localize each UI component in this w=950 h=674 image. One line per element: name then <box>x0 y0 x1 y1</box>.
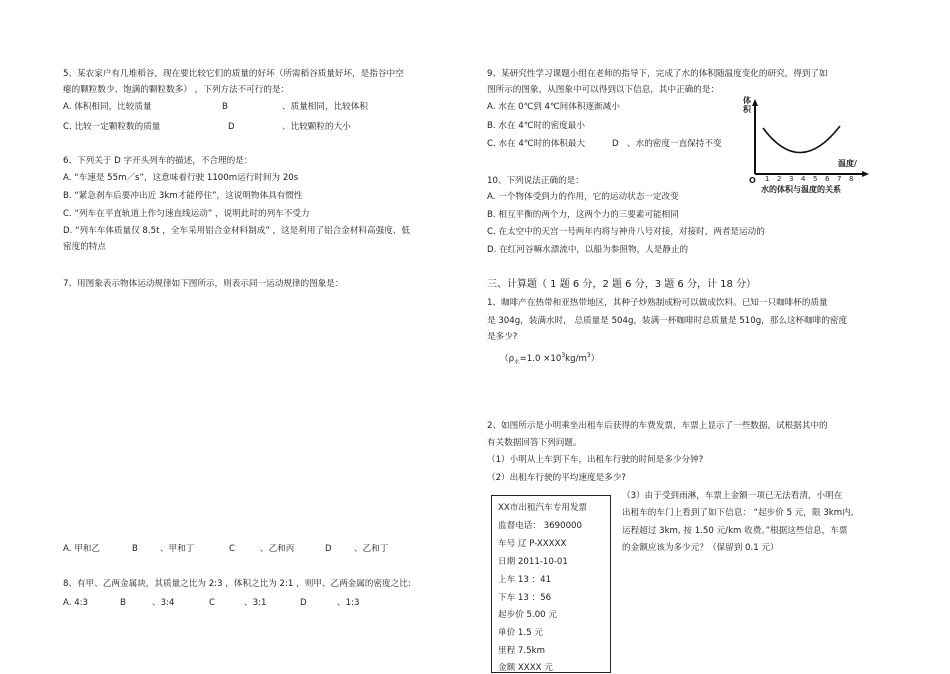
receipt-distance: 里程 7.5km <box>498 646 545 656</box>
q8-option-b-letter: B <box>120 598 126 608</box>
c1-formula <box>500 350 599 369</box>
c1-formula-pre: （ρ <box>500 353 515 364</box>
q10-line1: 10、下列说法正确的是： <box>487 176 584 186</box>
q8-option-d-letter: D <box>300 598 307 608</box>
q10-option-a: A. 一个物体受到力的作用，它的运动状态一定改变 <box>487 192 679 202</box>
c1-line1: 1、咖啡产在热带和亚热带地区，其种子炒熟制成粉可以做成饮料。已知一只咖啡杯的质量 <box>487 298 828 308</box>
graph-caption: 水的体积与温度的关系 <box>761 185 841 194</box>
graph-tick-3: 3 <box>789 175 794 183</box>
graph-volume-curve <box>763 126 840 153</box>
q8-option-c: 、3:1 <box>244 598 267 608</box>
q7-option-d-letter: D <box>325 544 332 554</box>
graph-y-label: 体积 <box>743 96 751 114</box>
receipt-title: XX市出租汽车专用发票 <box>498 503 588 513</box>
q5-option-b: 、质量相同，比较体积 <box>282 102 368 112</box>
q8-option-b: 、3:4 <box>152 598 175 608</box>
q7-option-a: A. 甲和乙 <box>63 544 100 554</box>
receipt-alight-time: 下车 13 ：56 <box>498 593 552 603</box>
c2-sub3-line4: 的金额应该为多少元？（保留到 0.1 元） <box>622 543 779 553</box>
q5-line1: 5、某农家户有几堆稻谷，现在要比较它们的质量的好坏（所需稻谷质量好坏，是指谷中空 <box>63 69 404 79</box>
q7-option-b: 、甲和丁 <box>160 544 195 554</box>
q8-option-a: A. 4:3 <box>63 598 89 608</box>
graph-tick-5: 5 <box>813 175 818 183</box>
c2-line1: 2、如图所示是小明乘坐出租车后获得的车费发票，车票上显示了一些数据，试根据其中的 <box>487 421 828 431</box>
c1-formula-end: ） <box>590 353 600 364</box>
graph-x-label: 温度/ <box>838 159 857 168</box>
q9-option-b: B. 水在 4℃时的密度最小 <box>487 121 585 131</box>
q5-line2: 瘪的颗粒数少、饱满的颗粒数多） ，下列方法不可行的是： <box>63 85 290 95</box>
q9-option-c: C. 水在 4℃时的体积最大 <box>487 139 586 149</box>
q7-option-b-letter: B <box>132 544 138 554</box>
q9-option-d: 、水的密度一直保持不变 <box>627 139 722 149</box>
q10-option-d: D. 在红河谷嘛水漂流中，以船为参照物，人是静止的 <box>487 245 689 255</box>
graph-x-arrow <box>862 171 869 177</box>
c2-sub1: （1）小明从上车到下车，出租车行驶的时间是多少分钟? <box>487 455 704 465</box>
c1-formula-sup: 3 <box>561 352 566 359</box>
c2-line2: 有关数据回答下列问题。 <box>487 438 582 448</box>
c1-formula-sub: 水 <box>514 359 520 366</box>
graph-tick-4: 4 <box>801 175 806 183</box>
c1-formula-post: kg/m <box>565 353 587 364</box>
c2-sub2: （2）出租车行驶的平均速度是多少? <box>487 473 626 483</box>
receipt-phone: 监督电话： 3690000 <box>498 521 582 531</box>
c2-sub3-line1: （3）由于受到雨淋，车票上金额一项已无法看清，小明在 <box>622 491 843 501</box>
q8-option-d: 、1:3 <box>337 598 360 608</box>
q5-option-c: C. 比较一定颗粒数的质量 <box>63 122 161 132</box>
graph-origin: O <box>749 176 756 185</box>
q6-line1: 6、下列关于 D 字开头列车的描述，不合理的是： <box>63 156 253 166</box>
q5-option-a: A. 体积相同，比较质量 <box>63 102 152 112</box>
graph-tick-8: 8 <box>849 175 854 183</box>
graph-tick-2: 2 <box>777 175 782 183</box>
receipt-unit-price: 单价 1.5 元 <box>498 628 543 638</box>
receipt-date: 日期 2011-10-01 <box>498 557 568 567</box>
q10-option-c: C. 在太空中的天宫一号两年内将与神舟八号对接，对接时，两者是运动的 <box>487 227 765 237</box>
c1-formula-sup2: 3 <box>586 352 591 359</box>
section-3-title: 三、计算题（ 1 题 6 分，2 题 6 分，3 题 6 分，计 18 分） <box>487 279 757 290</box>
graph-tick-7: 7 <box>837 175 842 183</box>
q6-option-d-cont: 密度的特点 <box>63 242 106 252</box>
c2-sub3-line3: 运程超过 3km, 按 1.50 元/km 收费。”根据这些信息，车票 <box>622 526 848 536</box>
c1-line2: 是 304g，装满水时， 总质量是 504g，装满一杯咖啡时总质量是 510g，那么这杯咖啡的密度 <box>487 316 848 326</box>
q6-option-b: B. “紧急刹车后要冲出近 3km才能停住”，这说明物体具有惯性 <box>63 191 303 201</box>
q6-option-a: A. “车速是 55m／s”，这意味着行驶 1100m运行时间为 20s <box>63 173 299 183</box>
q5-option-d-letter: D <box>228 122 235 132</box>
q6-option-c: C. “列车在平直轨道上作匀速直线运动” ，说明此时的列车不受力 <box>63 209 310 219</box>
q7-option-c-letter: C <box>229 544 236 554</box>
c1-line3: 是多少? <box>487 332 518 342</box>
graph-tick-1: 1 <box>765 175 770 183</box>
q7-line1: 7、用图象表示物体运动规律如下图所示，则表示同一运动规律的图象是： <box>63 279 344 289</box>
q9-line1: 9、某研究性学习课题小组在老师的指导下，完成了水的体积随温度变化的研究，得到了如 <box>487 69 828 79</box>
q10-option-b: B. 相互平衡的两个力，这两个力的三要素可能相同 <box>487 210 679 220</box>
q6-option-d: D. “列车车体质量仅 8.5t ，全车采用铝合金材料制成” ，这是利用了铝合金材料高强度、低 <box>63 226 410 236</box>
receipt-amount: 金额 XXXX 元 <box>498 663 553 673</box>
c1-formula-mid: =1.0 ×10 <box>519 353 562 364</box>
receipt-start-price: 起步价 5.00 元 <box>498 610 557 620</box>
q7-option-c: 、乙和丙 <box>260 544 295 554</box>
c2-sub3-line2: 出租车的车门上看到了如下信息： “起步价 5 元，限 3km内, <box>622 508 854 518</box>
q5-option-d: 、比较颗粒的大小 <box>282 122 351 132</box>
volume-temperature-graph <box>745 98 870 198</box>
graph-tick-6: 6 <box>825 175 830 183</box>
q9-option-d-letter: D <box>612 139 619 149</box>
q7-option-d: 、乙和丁 <box>354 544 389 554</box>
taxi-receipt <box>491 495 611 673</box>
q9-line2: 图所示的图象，从图象中可以得到以下信息，其中正确的是： <box>487 85 720 95</box>
q8-line1: 8、有甲、乙两金属块，其质量之比为 2:3 ，体积之比为 2:1 ，则甲、乙两金属的密度之比: <box>63 579 411 589</box>
receipt-plate: 车号 辽 P-XXXXX <box>498 539 567 549</box>
q9-option-a: A. 水在 0℃到 4℃间体积逐渐减小 <box>487 102 620 112</box>
receipt-board-time: 上车 13 ：41 <box>498 575 552 585</box>
q5-option-b-letter: B <box>222 102 228 112</box>
q8-option-c-letter: C <box>209 598 216 608</box>
